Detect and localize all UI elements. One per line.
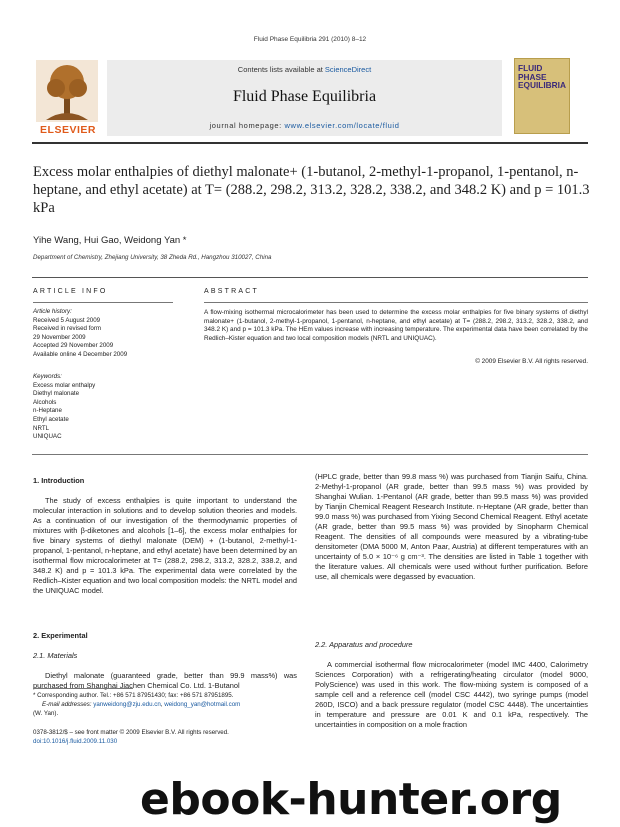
email-link-2[interactable]: weidong_yan@hotmail.com — [164, 701, 241, 708]
section-1-heading: 1. Introduction — [33, 476, 85, 485]
section-divider — [32, 277, 588, 278]
keywords — [33, 373, 95, 442]
article-info-heading: ARTICLE INFO — [33, 288, 108, 295]
footnote-corresponding: * Corresponding author. Tel.: +86 571 87951430; fax: +86 571 87951895. — [33, 692, 234, 699]
apparatus-text — [315, 660, 588, 730]
publisher-logo: ELSEVIER — [40, 124, 96, 136]
journal-cover — [514, 58, 570, 134]
homepage-prefix: journal homepage: — [209, 121, 282, 130]
apparatus-paragraph: A commercial isothermal flow microcalorimeter (model IMC 4400, Calorimetry Sciences Corporation) with a refrigerating/heating circulator (model 9000, PolyScience) was used in this work. The flow-mixing system is composed of a sample cell and a reference cell (model CSC 4442), two syringe pumps (model 260D, ISCO) and a back pressure regulator (model CSC 4448). The uncertainties in temperature and pressure are 0.01 K and 0.1 kPa, respectively. The uncertainties in composition on a mole fraction — [315, 660, 588, 729]
materials-paragraph: Diethyl malonate (guaranteed grade, better than 99.9 mass%) was purchased from Shanghai Jiachen Chemical Co. Ltd. 1-Butanol — [33, 671, 297, 690]
keyword: Alcohols — [33, 398, 57, 406]
keyword: UNIQUAC — [33, 433, 62, 441]
article-title: Excess molar enthalpies of diethyl malonate+ (1-butanol, 2-methyl-1-propanol, 1-pentanol, n-heptane, and ethyl acetate) at T= (288.2, 298.2, 313.2, 328.2, 338.2, and 348.2 K) and p = 101.3 kPa — [33, 164, 590, 216]
abstract-text: A flow-mixing isothermal microcalorimeter has been used to determine the excess molar enthalpies for five binary systems of diethyl malonate+ (1-butanol, 2-methyl-1-propanol, 1-pentanol, n-heptane, and ethyl acetate) at T= (288.2, 298.2, 313.2, 328.2, 338.2, and 348.2 K) and p = 101.3 kPa. The HEm values increase with increasing temperature. The experimental data have been correlated by the Redlich–Kister equation and two local composition models (NRTL and UNIQUAC). — [204, 309, 588, 342]
history-item: 29 November 2009 — [33, 333, 86, 341]
homepage-link[interactable]: www.elsevier.com/locate/fluid — [284, 121, 400, 130]
watermark: ebook-hunter.org — [140, 774, 562, 825]
subsection-2-2-heading: 2.2. Apparatus and procedure — [315, 640, 413, 649]
email-label: E-mail addresses: — [42, 701, 92, 708]
right-column-text — [315, 472, 588, 581]
article-info-rule — [33, 302, 173, 303]
article-history — [33, 308, 127, 360]
doi-text[interactable]: doi:10.1016/j.fluid.2009.11.030 — [33, 738, 118, 745]
sciencedirect-link[interactable]: ScienceDirect — [324, 65, 372, 74]
history-item: Accepted 29 November 2009 — [33, 342, 114, 350]
keywords-label: Keywords: — [33, 373, 62, 380]
running-header: Fluid Phase Equilibria 291 (2010) 8–12 — [253, 36, 367, 43]
issn-line: 0378-3812/$ – see front matter © 2009 Elsevier B.V. All rights reserved. — [33, 729, 229, 736]
introduction-text — [33, 496, 297, 596]
history-item: Received 5 August 2009 — [33, 316, 101, 324]
intro-paragraph: The study of excess enthalpies is quite important to understand the molecular interaction in solutions and to develop solution theories and models. As a continuation of our investigation of the thermodynamic properties of mixtures with β-diketones and alcohols [1–6], the excess molar enthalpies for five binary systems of diethyl malonate (DEM) + (1-butanol, 2-methyl-1-propanol, 1-pentanol, n-heptane, and ethyl acetate) have been determined by an isothermal flow microcalorimeter at T= (288.2, 298.2, 313.2, 328.2, 338.2, and 348.2 K) and p = 101.3 kPa. The experimental data were correlated by the Redlich–Kister equation and two local composition models: the NRTL model and the UNIQUAC model. — [33, 496, 297, 595]
history-item: Available online 4 December 2009 — [33, 350, 128, 358]
keyword: n-Heptane — [33, 407, 62, 415]
history-label: Article history: — [33, 308, 72, 315]
journal-homepage — [107, 121, 502, 130]
abstract-rule — [204, 302, 588, 303]
footnote-email-tail: (W. Yan). — [33, 710, 59, 717]
authors: Yihe Wang, Hui Gao, Weidong Yan * — [33, 235, 187, 246]
footnote-email: E-mail addresses: yanweidong@zju.edu.cn, weidong_yan@hotmail.com — [42, 701, 241, 708]
journal-title: Fluid Phase Equilibria — [232, 88, 377, 105]
keyword: Excess molar enthalpy — [33, 381, 96, 389]
keyword: Diethyl malonate — [33, 390, 80, 398]
materials-continued: (HPLC grade, better than 99.8 mass %) was purchased from Tianjin Saifu, China. 2-Methyl-1-propanol (AR grade, better than 99.5 mass %) was provided by Shanghai Wulian. 1-Pentanol (AR grade, better than 99.5 mass %) was provided by Tianjin Chemical Reagent Research Institute. n-Heptane (AR grade, better than 99.0 mass %) was purchased from Yixing Second Chemical Reagent. Ethyl acetate (AR grade, better than 99.5 mass %) was provided by Sinopharm Chemical Reagent. The densities of all compounds were measured by a vibrating-tube densitometer (DMA 5000 M, Anton Paar, Austria) at different temperatures with an uncertainty of 5.0 × 10⁻⁶ g cm⁻³. The densities are listed in Table 1 together with the literature values. All chemicals were used without further purification. Before use, all chemicals were degassed by evacuation. — [315, 472, 588, 581]
keyword: NRTL — [33, 424, 50, 432]
keyword: Ethyl acetate — [33, 415, 69, 423]
footnote-rule — [33, 688, 133, 689]
affiliation: Department of Chemistry, Zhejiang University, 38 Zheda Rd., Hangzhou 310027, China — [33, 254, 272, 261]
contents-line — [107, 65, 502, 74]
email-link-1[interactable]: yanweidong@zju.edu.cn — [93, 701, 161, 708]
abstract-copyright: © 2009 Elsevier B.V. All rights reserved. — [475, 358, 588, 365]
abstract-heading: ABSTRACT — [204, 288, 259, 295]
section-2-heading: 2. Experimental — [33, 631, 88, 640]
header-rule — [32, 142, 588, 144]
contents-prefix: Contents lists available at — [237, 65, 323, 74]
cover-title: FLUID PHASE EQUILIBRIA — [518, 63, 566, 90]
history-item: Received in revised form — [33, 325, 102, 333]
body-rule — [32, 454, 588, 455]
subsection-2-1-heading: 2.1. Materials — [33, 651, 78, 660]
doi-link[interactable] — [33, 738, 117, 747]
